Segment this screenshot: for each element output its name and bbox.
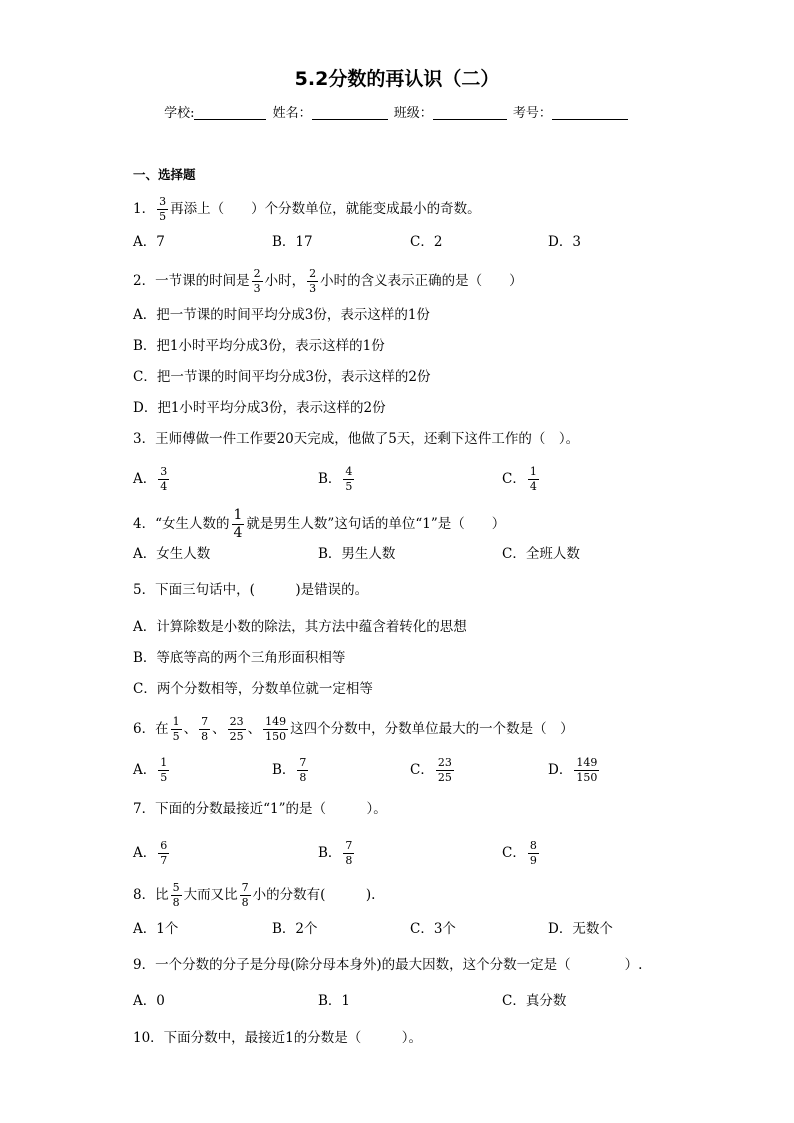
fraction: $\frac{1}{5}$: [172, 715, 180, 743]
fraction: $\frac{1}{4}$: [529, 465, 537, 493]
fraction: $\frac{7}{8}$: [201, 715, 209, 743]
q9-option-a[interactable]: A．0: [133, 993, 165, 1009]
q2-option-a[interactable]: A．把一节课的时间平均分成3份，表示这样的1份: [133, 307, 430, 323]
question-10: 10．下面分数中，最接近1的分数是（ ）。: [133, 1030, 423, 1046]
fraction: $\frac{7}{8}$: [241, 881, 249, 909]
question-2: 2．一节课的时间是 $\frac{2}{3}$ 小时， $\frac{2}{3}$ 小时的含义表示正确的是（ ）: [133, 267, 523, 295]
q2-option-d[interactable]: D．把1小时平均分成3份，表示这样的2份: [133, 400, 386, 416]
class-blank[interactable]: [433, 105, 507, 120]
exam-no-blank[interactable]: [552, 105, 628, 120]
q5-option-b[interactable]: B．等底等高的两个三角形面积相等: [133, 650, 346, 666]
q5-option-a[interactable]: A．计算除数是小数的除法，其方法中蕴含着转化的思想: [133, 619, 467, 635]
q6-option-c[interactable]: C． $\frac{23}{25}$: [410, 756, 452, 784]
fraction: $\frac{7}{8}$: [345, 839, 353, 867]
q8-option-a[interactable]: A．1个: [133, 921, 179, 937]
student-info-row: [0, 102, 794, 121]
fraction: $\frac{2}{3}$: [253, 267, 261, 295]
q7-option-b[interactable]: B． $\frac{7}{8}$: [318, 839, 353, 867]
question-6: 6．在 $\frac{1}{5}$ 、 $\frac{7}{8}$ 、 $\frac{23}{25}$ 、 $\frac{149}{150}$ 这四个分数中，分数单位最大的一个数是（ ）: [133, 715, 574, 743]
q8-option-b[interactable]: B．2个: [272, 921, 318, 937]
q3-option-c[interactable]: C． $\frac{1}{4}$: [502, 465, 537, 493]
q6-option-a[interactable]: A． $\frac{1}{5}$: [133, 756, 168, 784]
question-1: 1． $\frac{3}{5}$ 再添上（ ）个分数单位，就能变成最小的奇数。: [133, 195, 481, 223]
q7-option-a[interactable]: A． $\frac{6}{7}$: [133, 839, 168, 867]
fraction: $\frac{6}{7}$: [160, 839, 168, 867]
question-4: 4．“女生人数的 $\frac{1}{4}$ 就是男生人数”这句话的单位“1”是（ ）: [133, 507, 506, 541]
class-label: 班级：: [393, 106, 433, 121]
fraction: $\frac{1}{4}$: [233, 507, 243, 541]
fraction: $\frac{23}{25}$: [229, 715, 244, 743]
q8-option-d[interactable]: D．无数个: [548, 921, 613, 937]
question-9: 9．一个分数的分子是分母(除分母本身外)的最大因数，这个分数一定是（ ）.: [133, 957, 643, 973]
q9-option-c[interactable]: C．真分数: [502, 993, 567, 1009]
q1-option-c[interactable]: C．2: [410, 234, 443, 250]
q1-option-d[interactable]: D．3: [548, 234, 581, 250]
q6-option-b[interactable]: B． $\frac{7}{8}$: [272, 756, 307, 784]
fraction: $\frac{4}{5}$: [345, 465, 353, 493]
name-blank[interactable]: [312, 105, 388, 120]
page-title: 5.2分数的再认识（二）: [294, 68, 500, 90]
q1-option-b[interactable]: B．17: [272, 234, 313, 250]
fraction: $\frac{7}{8}$: [299, 756, 307, 784]
fraction: $\frac{3}{5}$: [159, 195, 167, 223]
fraction: $\frac{5}{8}$: [172, 881, 180, 909]
q3-option-b[interactable]: B． $\frac{4}{5}$: [318, 465, 353, 493]
question-7: 7．下面的分数最接近“1”的是（ ）。: [133, 801, 387, 817]
name-label: 姓名：: [272, 106, 312, 121]
q7-option-c[interactable]: C． $\frac{8}{9}$: [502, 839, 537, 867]
q8-option-c[interactable]: C．3个: [410, 921, 456, 937]
q2-option-b[interactable]: B．把1小时平均分成3份，表示这样的1份: [133, 338, 385, 354]
exam-no-label: 考号：: [512, 106, 552, 121]
question-5: 5．下面三句话中，( )是错误的。: [133, 582, 369, 598]
fraction: $\frac{8}{9}$: [529, 839, 537, 867]
fraction: $\frac{1}{5}$: [160, 756, 168, 784]
q6-option-d[interactable]: D． $\frac{149}{150}$: [548, 756, 598, 784]
school-blank[interactable]: [194, 105, 266, 120]
fraction: $\frac{2}{3}$: [309, 267, 317, 295]
q5-option-c[interactable]: C．两个分数相等，分数单位就一定相等: [133, 681, 373, 697]
q2-option-c[interactable]: C．把一节课的时间平均分成3份，表示这样的2份: [133, 369, 431, 385]
fraction: $\frac{3}{4}$: [160, 465, 168, 493]
q3-option-a[interactable]: A． $\frac{3}{4}$: [133, 465, 168, 493]
q4-option-a[interactable]: A．女生人数: [133, 546, 211, 562]
section-heading: 一、选择题: [133, 167, 196, 182]
school-label: 学校:: [164, 106, 195, 121]
fraction: $\frac{149}{150}$: [265, 715, 287, 743]
question-8: 8．比 $\frac{5}{8}$ 大而又比 $\frac{7}{8}$ 小的分数有( ).: [133, 881, 376, 909]
q4-option-b[interactable]: B．男生人数: [318, 546, 396, 562]
question-3: 3．王师傅做一件工作要20天完成，他做了5天，还剩下这件工作的（ ）。: [133, 431, 580, 447]
q9-option-b[interactable]: B．1: [318, 993, 351, 1009]
fraction: $\frac{23}{25}$: [437, 756, 452, 784]
q4-option-c[interactable]: C．全班人数: [502, 546, 580, 562]
fraction: $\frac{149}{150}$: [576, 756, 598, 784]
q1-option-a[interactable]: A．7: [133, 234, 165, 250]
